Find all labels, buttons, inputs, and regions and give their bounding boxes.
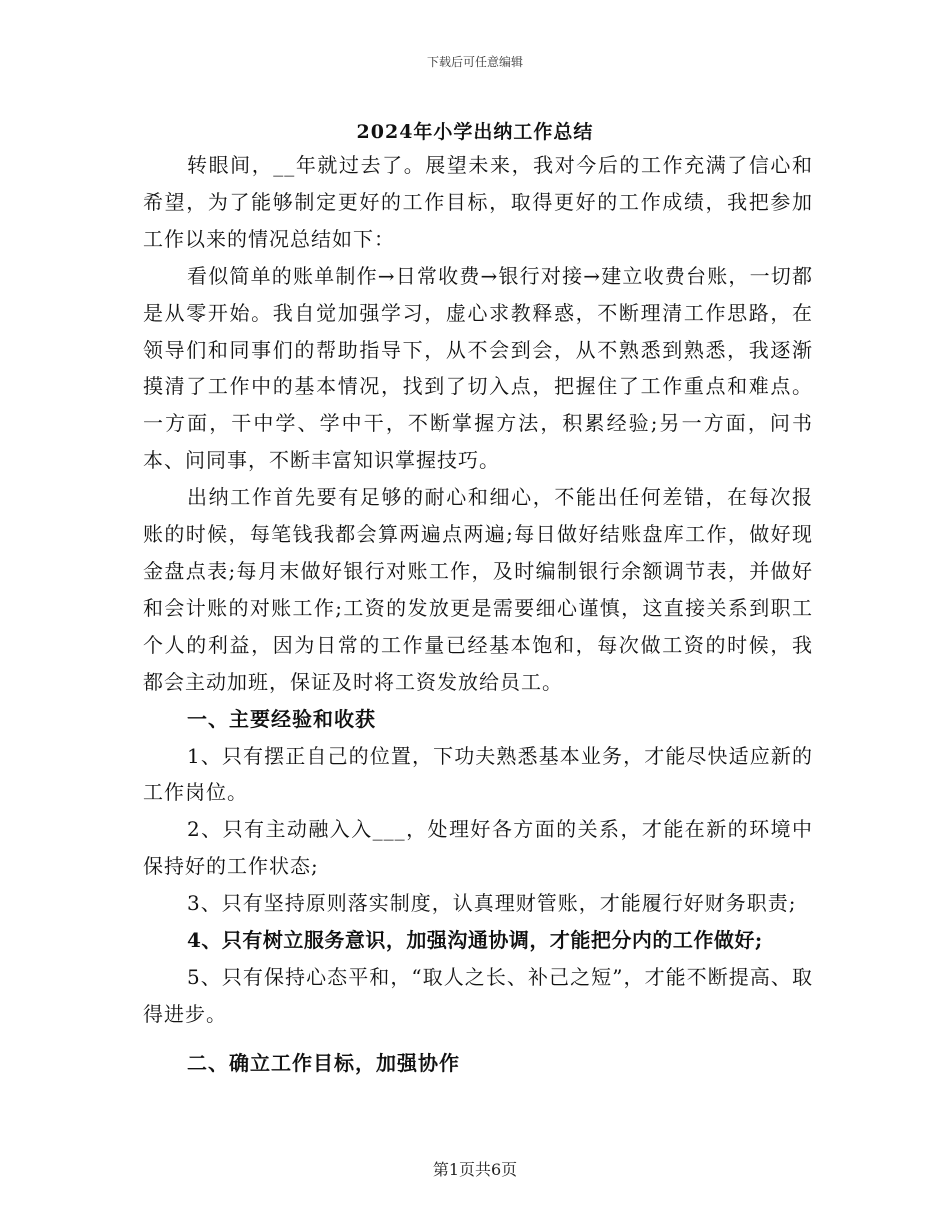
- document-body: [143, 147, 813, 1082]
- header-note: 下载后可任意编辑: [426, 55, 523, 69]
- section-heading-experience: 一、主要经验和收获: [187, 706, 376, 731]
- section-spacer: [143, 1033, 813, 1045]
- paragraph-intro: 转眼间，__年就过去了。展望未来，我对今后的工作充满了信心和希望，为了能够制定更好的工作目标，取得更好的工作成绩，我把参加工作以来的情况总结如下：: [143, 153, 813, 251]
- list-item-1: 1、只有摆正自己的位置，下功夫熟悉基本业务，才能尽快适应新的工作岗位。: [143, 743, 813, 805]
- list-item-3: 3、只有坚持原则落实制度，认真理财管账，才能履行好财务职责;: [187, 891, 797, 916]
- document-title: 2024年小学出纳工作总结: [356, 121, 594, 143]
- page-number: 第1页共6页: [432, 1160, 518, 1179]
- paragraph-learning: 看似简单的账单制作→日常收费→银行对接→建立收费台账，一切都是从零开始。我自觉加强学习，虚心求教释惑，不断理清工作思路，在领导们和同事们的帮助指导下，从不会到会，从不熟悉到熟悉，我逐渐摸清了工作中的基本情况，找到了切入点，把握住了工作重点和难点。一方面，干中学、学中干，不断掌握方法，积累经验;另一方面，问书本、问同事，不断丰富知识掌握技巧。: [143, 263, 813, 473]
- section-heading-goals: 二、确立工作目标，加强协作: [187, 1050, 460, 1075]
- list-item-5: 5、只有保持心态平和，“取人之长、补己之短”，才能不断提高、取得进步。: [143, 964, 813, 1026]
- list-item-4: 4、只有树立服务意识，加强沟通协调，才能把分内的工作做好;: [187, 928, 763, 953]
- list-item-2: 2、只有主动融入入___，处理好各方面的关系，才能在新的环境中保持好的工作状态;: [143, 817, 813, 879]
- paragraph-cashier-duties: 出纳工作首先要有足够的耐心和细心，不能出任何差错，在每次报账的时候，每笔钱我都会算两遍点两遍;每日做好结账盘库工作，做好现金盘点表;每月末做好银行对账工作，及时编制银行余额调节表，并做好和会计账的对账工作;工资的发放更是需要细心谨慎，这直接关系到职工个人的利益，因为日常的工作量已经基本饱和，每次做工资的时候，我都会主动加班，保证及时将工资发放给员工。: [143, 485, 813, 694]
